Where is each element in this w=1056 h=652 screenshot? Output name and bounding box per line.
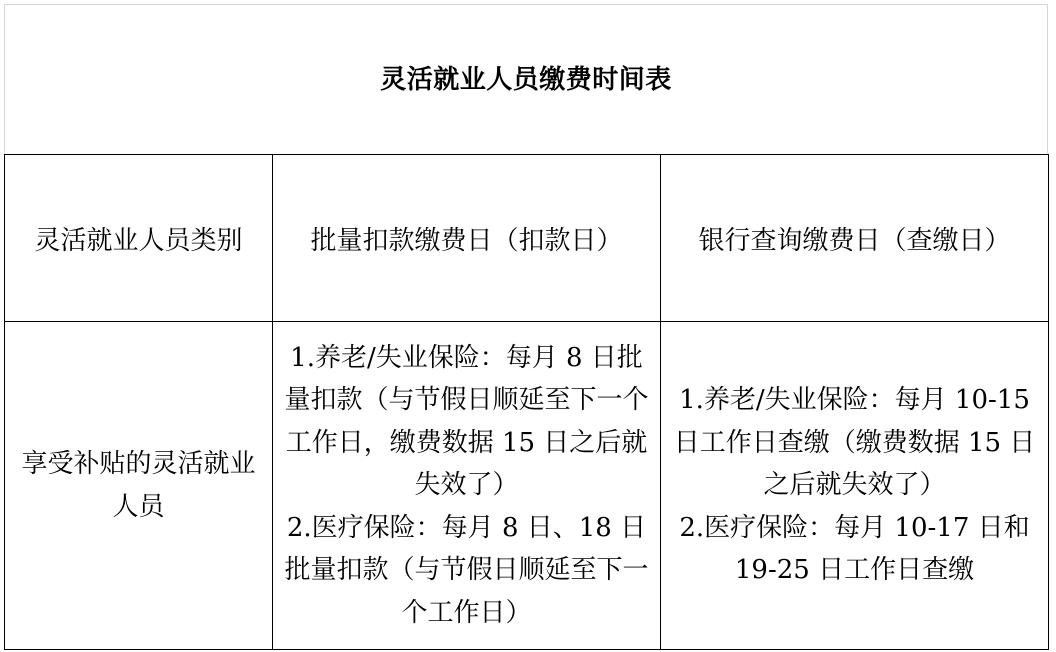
header-query-day: 银行查询缴费日（查缴日） [661,155,1049,322]
deduction-item-medical: 2.医疗保险：每月 8 日、18 日批量扣款（与节假日顺延至下一个工作日） [284,512,649,628]
table-row [5,322,1049,650]
cell-query [661,322,1049,650]
table-header-row [5,155,1049,322]
query-item-pension: 1.养老/失业保险：每月 10-15 日工作日查缴（缴费数据 15 日之后就失效了） [673,385,1036,501]
header-category: 灵活就业人员类别 [5,155,273,322]
query-item-medical: 2.医疗保险：每月 10-17 日和 19-25 日工作日查缴 [679,512,1030,586]
deduction-item-pension: 1.养老/失业保险：每月 8 日批量扣款（与节假日顺延至下一个工作日，缴费数据 15 日之后就失效了） [284,342,649,501]
title-area [4,4,1048,154]
schedule-table [4,154,1049,650]
page-title: 灵活就业人员缴费时间表 [380,65,672,95]
cell-category: 享受补贴的灵活就业人员 [5,322,273,650]
cell-deduction [273,322,661,650]
header-deduction-day: 批量扣款缴费日（扣款日） [273,155,661,322]
